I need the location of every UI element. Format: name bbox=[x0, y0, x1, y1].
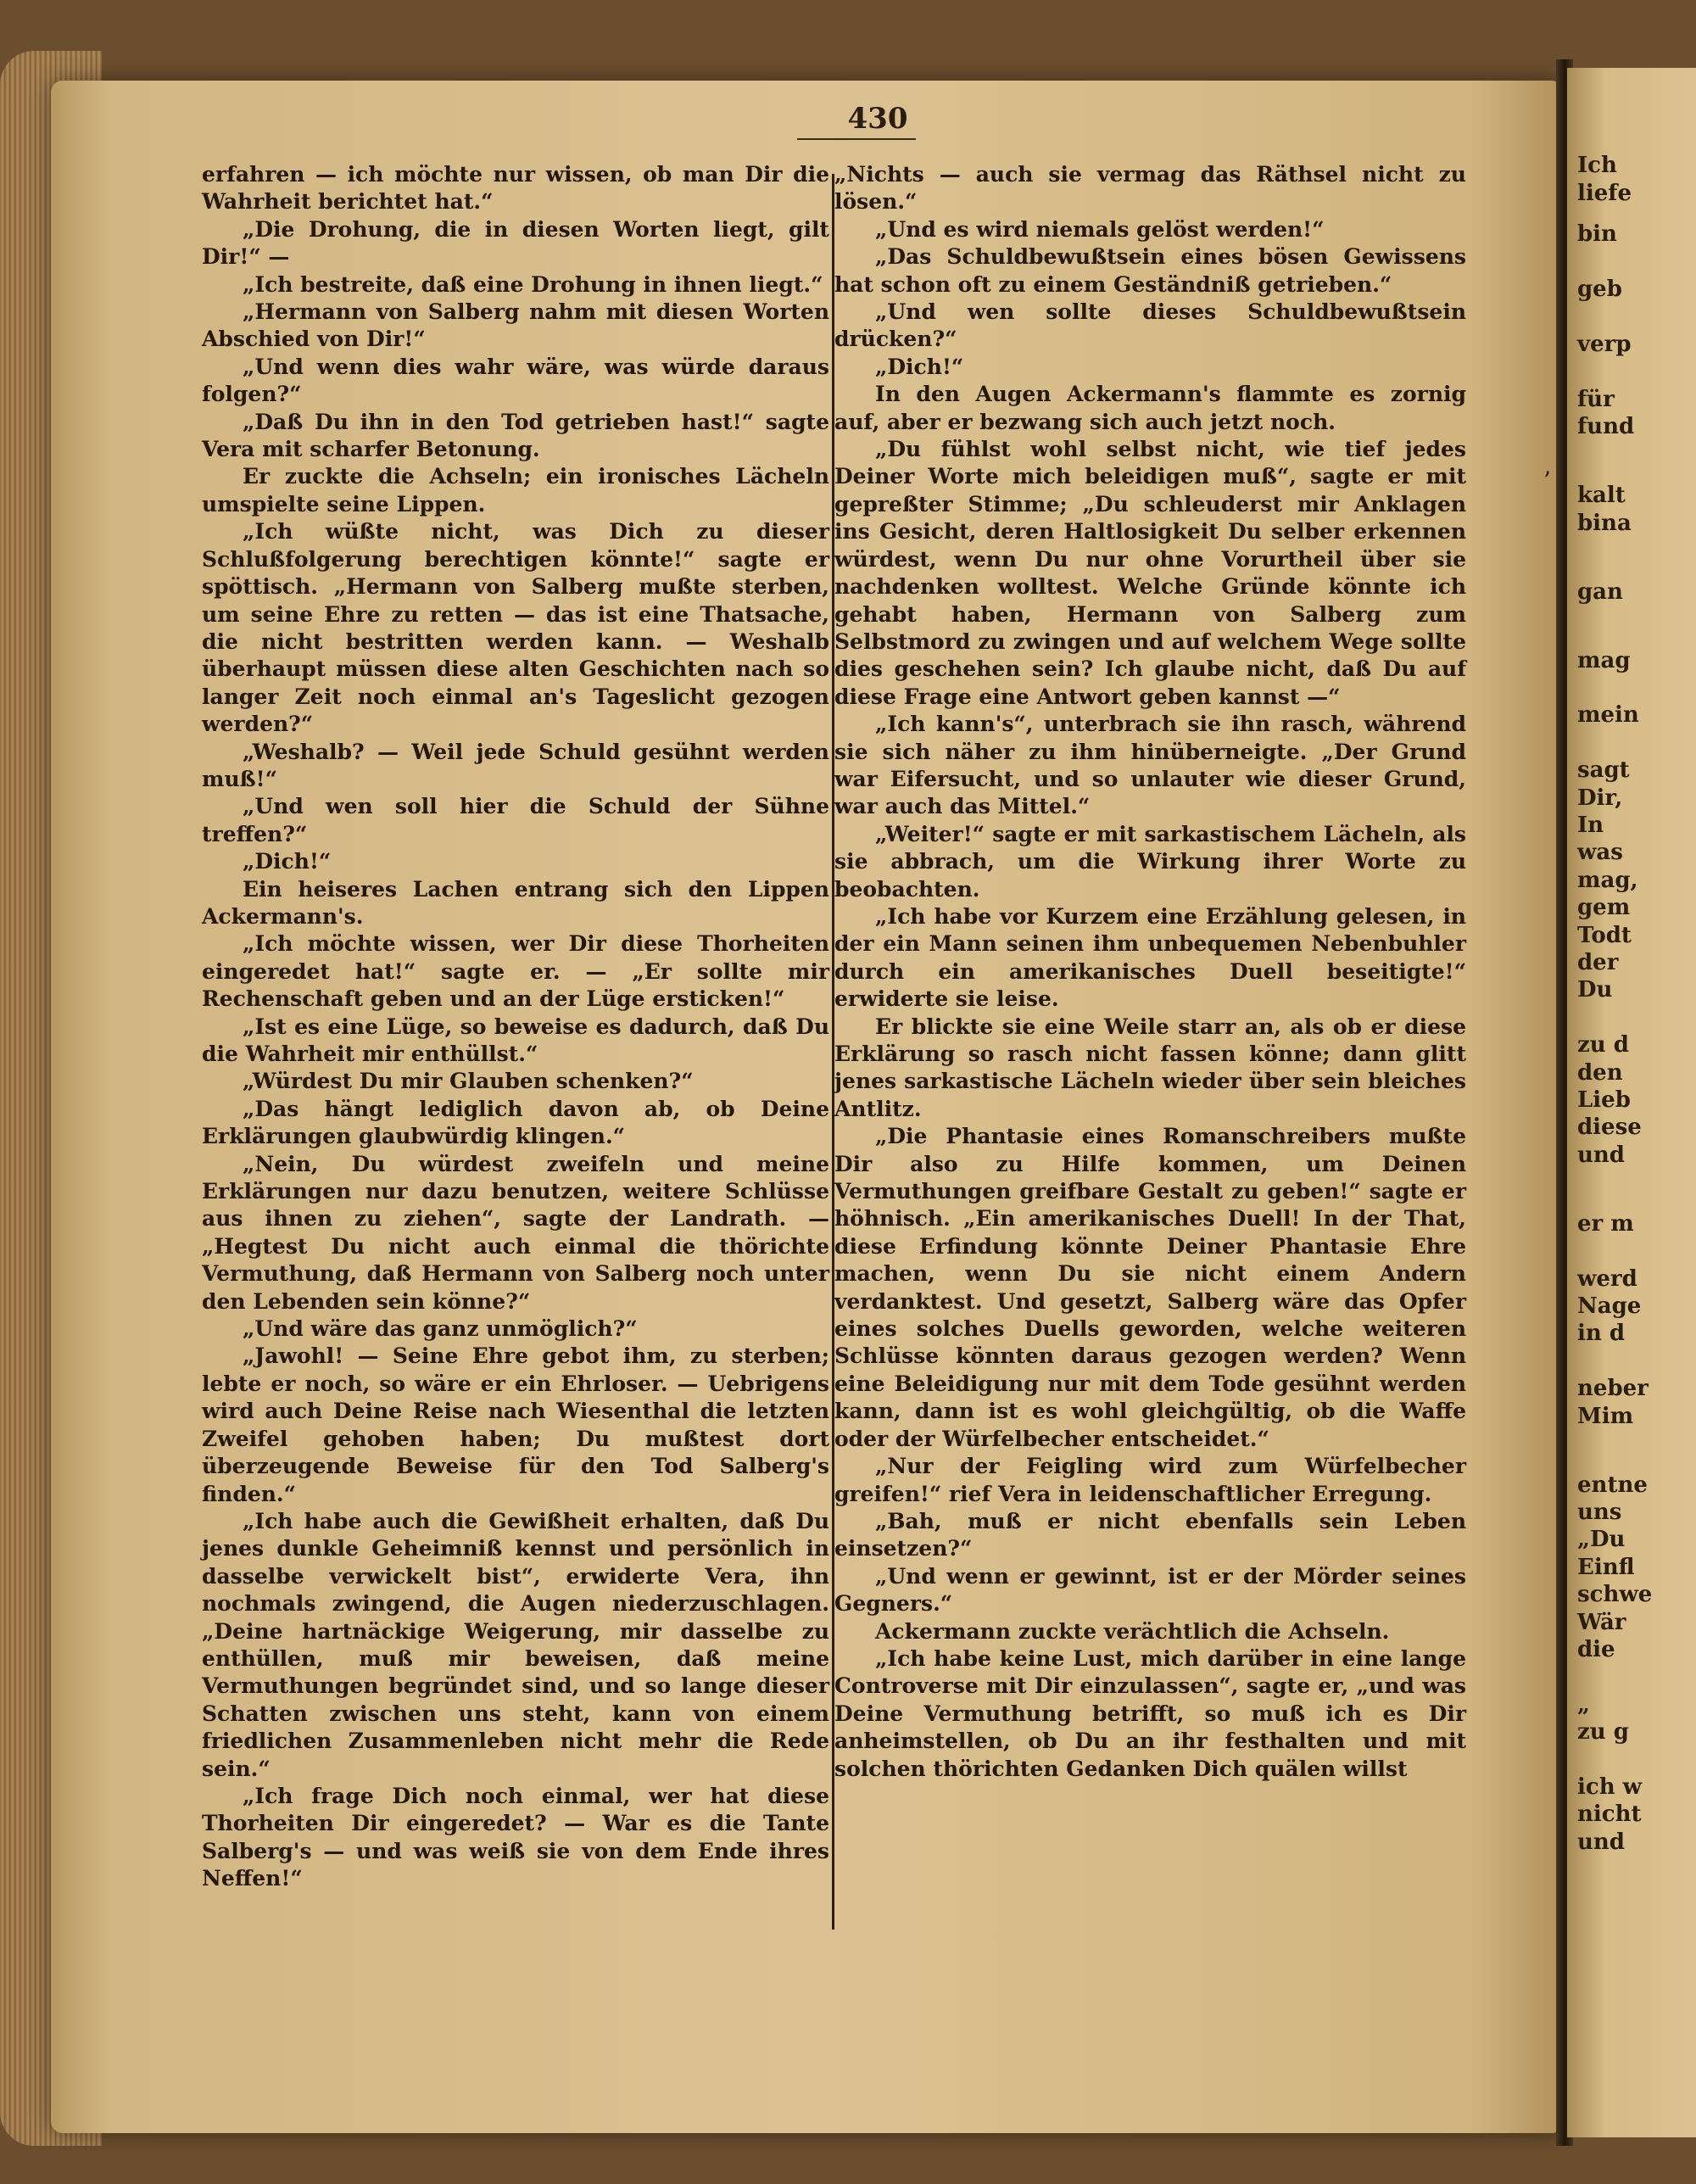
next-page-fragment: fund bbox=[1577, 414, 1635, 440]
next-page-fragment: mag bbox=[1577, 647, 1631, 673]
next-page-fragment: „Du bbox=[1577, 1527, 1626, 1553]
next-page-fragment: Mim bbox=[1577, 1403, 1634, 1429]
next-page-fragment: liefe bbox=[1577, 180, 1632, 206]
next-page-fragment: werd bbox=[1577, 1265, 1637, 1292]
paragraph: Er blickte sie eine Weile starr an, als ob er diese Erklärung so rasch nicht fassen könne; dann glitt jenes sarkastische Lächeln wieder über sein bleiches Antlitz. bbox=[834, 1014, 1466, 1121]
paragraph: „Weiter!“ sagte er mit sarkastischem Lächeln, als sie abbrach, um die Wirkung ihrer Worte zu beobachten. bbox=[834, 821, 1466, 902]
paragraph: Er zuckte die Achseln; ein ironisches Lächeln umspielte seine Lippen. bbox=[202, 464, 829, 517]
paragraph: „Und wäre das ganz unmöglich?“ bbox=[243, 1316, 638, 1342]
next-page-fragment: zu g bbox=[1577, 1719, 1629, 1746]
next-page-fragment: entne bbox=[1577, 1472, 1648, 1498]
next-page-fragment: die bbox=[1577, 1637, 1615, 1663]
next-page-fragment: Lieb bbox=[1577, 1087, 1631, 1114]
next-page-fragment: Einfl bbox=[1577, 1554, 1635, 1580]
next-page-fragment: der bbox=[1577, 950, 1619, 976]
next-page-fragment: zu d bbox=[1577, 1032, 1629, 1058]
next-page-fragment: schwe bbox=[1577, 1582, 1653, 1608]
paragraph: „Die Drohung, die in diesen Worten liegt, gilt Dir!“ — bbox=[202, 216, 829, 270]
paragraph: „Du fühlst wohl selbst nicht, wie tief jedes Deiner Worte mich beleidigen muß“, sagte er mit gepreßter Stimme; „Du schleuderst mir Anklagen ins Gesicht, deren Haltlosigkeit Du selber erkennen würdest, wenn Du nur ohne Vorurtheil über sie nachdenken wolltest. Welche Gründe könnte ich gehabt haben, Hermann von Salberg zum Selbstmord zu zwingen und auf welchem Wege sollte dies geschehen sein? Ich glaube nicht, daß Du auf diese Frage eine Antwort geben kannst —“ bbox=[834, 437, 1466, 709]
paragraph: „Ich frage Dich noch einmal, wer hat diese Thorheiten Dir eingeredet? — War es die Tante Salberg's — und was weiß sie von dem Ende ihres Neffen!“ bbox=[202, 1783, 829, 1891]
paragraph: „Ich bestreite, daß eine Drohung in ihnen liegt.“ bbox=[243, 271, 823, 297]
page-number: 430 bbox=[847, 102, 908, 136]
next-page-fragment: sagt bbox=[1577, 757, 1630, 784]
paragraph: Ein heiseres Lachen entrang sich den Lippen Ackermann's. bbox=[202, 876, 829, 929]
next-page-fragment: neber bbox=[1577, 1376, 1649, 1402]
next-page-fragment: Wär bbox=[1577, 1609, 1626, 1635]
right-text-column bbox=[834, 161, 1466, 1783]
next-page-fragment: gan bbox=[1577, 578, 1623, 605]
next-page-fragment: uns bbox=[1577, 1500, 1622, 1526]
paragraph: „Ist es eine Lüge, so beweise es dadurch, daß Du die Wahrheit mir enthüllst.“ bbox=[202, 1014, 829, 1066]
next-page-fragment: er m bbox=[1577, 1210, 1634, 1237]
margin-mark: ’ bbox=[1543, 466, 1551, 494]
next-page-fragment: Dir, bbox=[1577, 785, 1623, 811]
paragraph: „Nichts — auch sie vermag das Räthsel nicht zu lösen.“ bbox=[834, 162, 1466, 215]
paragraph: „Ich wüßte nicht, was Dich zu dieser Schlußfolgerung berechtigen könnte!“ sagte er spöttisch. „Hermann von Salberg mußte sterben, um seine Ehre zu retten — das ist eine Thatsache, die nicht bestritten werden kann. — Weshalb überhaupt müssen diese alten Geschichten nach so langer Zeit noch einmal an's Tageslicht gezogen werden?“ bbox=[202, 519, 829, 737]
paragraph: „Ich möchte wissen, wer Dir diese Thorheiten eingeredet hat!“ sagte er. — „Er sollte mir Rechenschaft geben und an der Lüge ersticken!“ bbox=[202, 931, 829, 1012]
next-page-fragment: den bbox=[1577, 1059, 1623, 1086]
paragraph: „Ich habe auch die Gewißheit erhalten, daß Du jenes dunkle Geheimniß kennst und persönlich in dasselbe verwickelt bist“, erwiderte Vera, ihn nochmals zwingend, die Augen niederzuschlagen. „Deine hartnäckige Weigerung, mir dasselbe zu enthüllen, muß mir beweisen, daß meine Vermuthungen begründet sind, und so lange dieser Schatten zwischen uns steht, kann von einem friedlichen Zusammenleben nicht mehr die Rede sein.“ bbox=[202, 1508, 829, 1781]
paragraph: „Bah, muß er nicht ebenfalls sein Leben einsetzen?“ bbox=[834, 1508, 1466, 1561]
paragraph: „Ich kann's“, unterbrach sie ihn rasch, während sie sich näher zu ihm hinüberneigte. „Der Grund war Eifersucht, und so unlauter wie dieser Grund, war auch das Mittel.“ bbox=[834, 712, 1466, 819]
paragraph: „Daß Du ihn in den Tod getrieben hast!“ sagte Vera mit scharfer Betonung. bbox=[202, 409, 829, 462]
next-page-fragment: und bbox=[1577, 1829, 1625, 1855]
paragraph: „Ich habe vor Kurzem eine Erzählung gelesen, in der ein Mann seinen ihm unbequemen Nebenbuhler durch ein amerikanisches Duell beseitigte!“ erwiderte sie leise. bbox=[834, 903, 1466, 1012]
paragraph: „Und wenn er gewinnt, ist er der Mörder seines Gegners.“ bbox=[834, 1563, 1466, 1617]
paragraph: „Nein, Du würdest zweifeln und meine Erklärungen nur dazu benutzen, weitere Schlüsse aus ihnen zu ziehen“, sagte der Landrath. — „Hegtest Du nicht auch einmal die thörichte Vermuthung, daß Hermann von Salberg noch unter den Lebenden sein könne?“ bbox=[202, 1151, 829, 1314]
paragraph: „Ich habe keine Lust, mich darüber in eine lange Controverse mit Dir einzulassen“, sagte er, „und was Deine Vermuthung betrifft, so muß ich es Dir anheimstellen, ob Du an ihr festhalten und mit solchen thörichten Gedanken Dich quälen willst bbox=[834, 1645, 1466, 1781]
paragraph: „Und wen sollte dieses Schuldbewußtsein drücken?“ bbox=[834, 299, 1466, 352]
next-page-fragment: Du bbox=[1577, 977, 1613, 1003]
next-page-fragment: gem bbox=[1577, 895, 1631, 921]
paragraph: „Würdest Du mir Glauben schenken?“ bbox=[243, 1069, 694, 1094]
paragraph: „Dich!“ bbox=[243, 849, 332, 874]
paragraph: „Das Schuldbewußtsein eines bösen Gewissens hat schon oft zu einem Geständniß getrieben.“ bbox=[834, 244, 1466, 297]
next-page-fragment: kalt bbox=[1577, 483, 1626, 509]
next-page-fragment: bin bbox=[1577, 221, 1617, 248]
next-page-fragment: diese bbox=[1577, 1114, 1642, 1141]
next-page-fragment: Todt bbox=[1577, 922, 1632, 948]
next-page-fragment: bina bbox=[1577, 510, 1632, 536]
paragraph: „Das hängt lediglich davon ab, ob Deine Erklärungen glaubwürdig klingen.“ bbox=[202, 1096, 829, 1149]
next-page-fragment: ich w bbox=[1577, 1774, 1643, 1801]
next-page-strip bbox=[1567, 68, 1696, 2137]
next-page-fragment: In bbox=[1577, 813, 1604, 839]
next-page-fragment: und bbox=[1577, 1142, 1625, 1168]
next-page-fragment: Ich bbox=[1577, 153, 1617, 179]
next-page-fragment: in d bbox=[1577, 1321, 1626, 1347]
paragraph: Ackermann zuckte verächtlich die Achseln. bbox=[875, 1618, 1390, 1644]
next-page-fragment: „ bbox=[1577, 1691, 1590, 1718]
next-page-fragment: Nage bbox=[1577, 1293, 1642, 1320]
paragraph: „Hermann von Salberg nahm mit diesen Worten Abschied von Dir!“ bbox=[202, 299, 829, 352]
paragraph: „Und es wird niemals gelöst werden!“ bbox=[875, 216, 1325, 242]
paragraph: „Und wen soll hier die Schuld der Sühne treffen?“ bbox=[202, 794, 829, 846]
page-number-rule bbox=[797, 138, 916, 140]
paragraph: „Jawohl! — Seine Ehre gebot ihm, zu sterben; lebte er noch, so wäre er ein Ehrloser. — Uebrigens wird auch Deine Reise nach Wiesenthal die letzten Zweifel gehoben haben; Du mußtest dort überzeugende Beweise für den Tod Salberg's finden.“ bbox=[202, 1343, 829, 1506]
next-page-fragment: geb bbox=[1577, 276, 1622, 303]
next-page-fragment: mag, bbox=[1577, 867, 1638, 893]
paragraph: „Die Phantasie eines Romanschreibers mußte Dir also zu Hilfe kommen, um Deinen Vermuthungen greifbare Gestalt zu geben!“ sagte er höhnisch. „Ein amerikanisches Duell! In der That, diese Erfindung könnte Deiner Phantasie Ehre machen, wenn Du sie nicht einem Andern verdanktest. Und gesetzt, Salberg wäre das Opfer eines solches Duells geworden, welche weiteren Schlüsse könnten daraus gezogen werden? Wenn eine Beleidigung nur mit dem Tode gesühnt werden kann, dann ist es wohl gleichgültig, ob die Waffe oder der Würfelbecher entscheidet.“ bbox=[834, 1124, 1466, 1451]
next-page-fragment: für bbox=[1577, 386, 1615, 412]
next-page-fragment: mein bbox=[1577, 702, 1639, 729]
next-page-fragment: nicht bbox=[1577, 1801, 1642, 1828]
paragraph: In den Augen Ackermann's flammte es zornig auf, aber er bezwang sich auch jetzt noch. bbox=[834, 382, 1466, 434]
next-page-fragment: was bbox=[1577, 840, 1623, 866]
next-page-fragment: verp bbox=[1577, 332, 1632, 358]
paragraph: „Dich!“ bbox=[875, 354, 964, 379]
paragraph: „Nur der Feigling wird zum Würfelbecher greifen!“ rief Vera in leidenschaftlicher Erregung. bbox=[834, 1454, 1466, 1506]
paragraph: „Weshalb? — Weil jede Schuld gesühnt werden muß!“ bbox=[202, 739, 829, 791]
left-text-column bbox=[202, 161, 829, 1893]
paragraph: „Und wenn dies wahr wäre, was würde daraus folgen?“ bbox=[202, 354, 829, 407]
paragraph: erfahren — ich möchte nur wissen, ob man Dir die Wahrheit berichtet hat.“ bbox=[202, 162, 829, 215]
